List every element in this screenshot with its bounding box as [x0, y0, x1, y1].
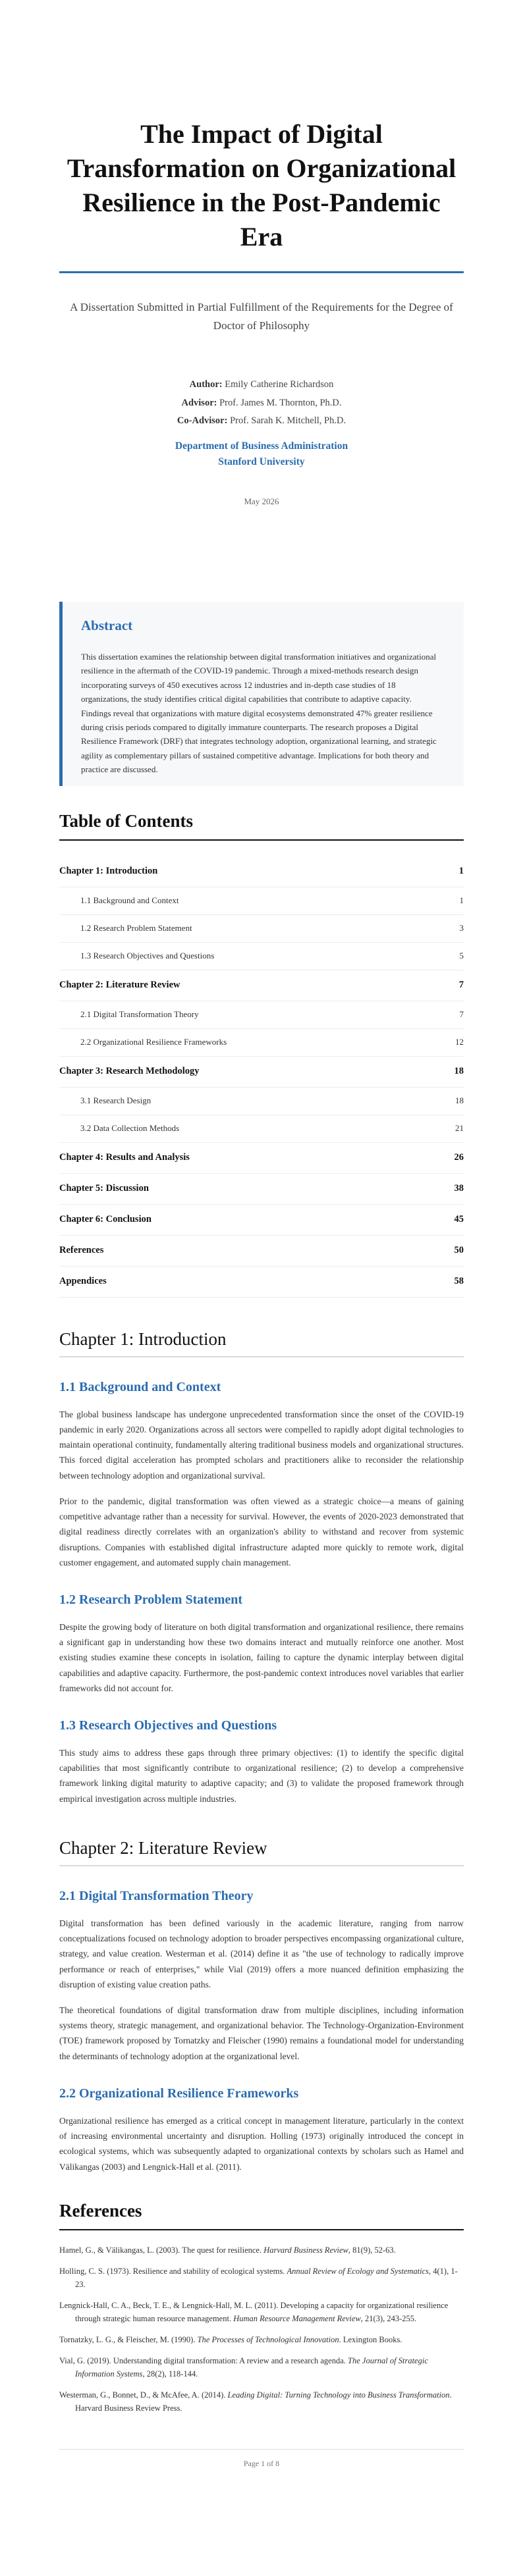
reference-post: . Lexington Books. [339, 2334, 402, 2344]
document-content [59, 0, 464, 2469]
toc-chapter-entry[interactable] [59, 970, 464, 1001]
toc-chapter-entry[interactable] [59, 856, 464, 887]
paragraph: The global business landscape has undergone unprecedented transformation since the onset of the COVID-19 pandemic in early 2020. Organizations across all sectors were compelled to rapidly adopt digital technologies to maintain operational continuity, fundamentally altering traditional business models and organizational structures. This forced digital acceleration has prompted scholars and practitioners alike to reconsider the relationship between technology adoption and organizational survival. [59, 1409, 464, 1481]
toc-heading: Table of Contents [59, 810, 194, 831]
title-divider [59, 271, 464, 273]
reference-entry [59, 2265, 464, 2291]
page-number: Page 1 of 8 [243, 2458, 280, 2468]
author-line [59, 376, 464, 394]
advisor-line [59, 394, 464, 413]
toc-entry-label: Chapter 5: Discussion [59, 1183, 149, 1194]
coadvisor-name: Prof. Sarah K. Mitchell, Ph.D. [230, 415, 346, 427]
toc-entry-label: 1.3 Research Objectives and Questions [80, 951, 215, 961]
section-1-2-heading: 1.2 Research Problem Statement [59, 1592, 243, 1607]
chapter-1-heading: Chapter 1: Introduction [59, 1329, 464, 1357]
toc-entry-page: 26 [454, 1152, 464, 1163]
toc-chapter-entry[interactable] [59, 1236, 464, 1267]
advisor-label: Advisor: [181, 397, 217, 408]
reference-post: . Harvard Business Review Press. [75, 2390, 452, 2413]
toc-chapter-entry[interactable] [59, 1057, 464, 1088]
toc-section-entry[interactable] [59, 1088, 464, 1115]
section-2-1-heading: 2.1 Digital Transformation Theory [59, 1888, 254, 1903]
reference-post: , 21(3), 243-255. [360, 2313, 417, 2323]
paragraph: Organizational resilience has emerged as a critical concept in management literature, particularly in the context of increasing environmental uncertainty and disruption. Holling (1973) originally introduced the concept in ecological systems, which was subsequently adapted to organizational contexts by scholars such as Hamel and Välikangas (2003) and Lengnick-Hall et al. (2011). [59, 2115, 464, 2172]
abstract-heading: Abstract [81, 617, 133, 633]
toc-entry-page: 18 [454, 1066, 464, 1077]
toc-entry-page: 1 [458, 866, 464, 877]
reference-pre: Vial, G. (2019). Understanding digital transformation: A review and a research agenda. [59, 2355, 348, 2365]
toc-entry-page: 58 [454, 1276, 464, 1287]
author-name: Emily Catherine Richardson [225, 379, 334, 390]
toc-section-entry[interactable] [59, 1115, 464, 1143]
toc-chapter-entry[interactable] [59, 1174, 464, 1205]
affiliation-block [59, 438, 464, 470]
toc-entry-page: 1 [459, 895, 464, 906]
dissertation-subtitle: A Dissertation Submitted in Partial Fulfillment of the Requirements for the Degree of Doctor of Philosophy [70, 301, 453, 332]
toc-section-entry[interactable] [59, 943, 464, 970]
reference-post: , 81(9), 52-63. [348, 2245, 396, 2255]
toc-entry-label: 2.1 Digital Transformation Theory [80, 1009, 199, 1020]
reference-entry [59, 2244, 464, 2257]
toc-divider [59, 839, 464, 841]
toc-section-entry[interactable] [59, 887, 464, 915]
reference-pre: Holling, C. S. (1973). Resilience and stability of ecological systems. [59, 2266, 287, 2276]
reference-ital: The Journal of Strategic Information Systems [75, 2355, 428, 2379]
toc-chapter-entry[interactable] [59, 1143, 464, 1174]
toc-entry-page: 7 [458, 980, 464, 991]
advisor-name: Prof. James M. Thornton, Ph.D. [219, 397, 342, 408]
toc-entry-label: References [59, 1245, 104, 1256]
reference-pre: Westerman, G., Bonnet, D., & McAfee, A. (2014). [59, 2390, 228, 2400]
department-name: Department of Business Administration [175, 440, 348, 452]
chapter-2-heading: Chapter 2: Literature Review [59, 1838, 464, 1866]
section-1-1-heading: 1.1 Background and Context [59, 1379, 221, 1394]
reference-post: , 4(1), 1-23. [75, 2266, 458, 2289]
reference-entry [59, 2333, 464, 2346]
toc-section-entry[interactable] [59, 1001, 464, 1029]
toc-section-entry[interactable] [59, 915, 464, 943]
toc-entry-label: Chapter 2: Literature Review [59, 980, 180, 991]
reference-ital: The Processes of Technological Innovation [197, 2334, 339, 2344]
section-2-2-heading: 2.2 Organizational Resilience Frameworks [59, 2086, 299, 2101]
toc-entry-label: 2.2 Organizational Resilience Frameworks [80, 1037, 227, 1047]
toc-section-entry[interactable] [59, 1029, 464, 1057]
toc-entry-label: Chapter 3: Research Methodology [59, 1066, 200, 1077]
reference-ital: Harvard Business Review [263, 2245, 348, 2255]
section-1-3-heading: 1.3 Research Objectives and Questions [59, 1718, 277, 1733]
toc-entry-label: 3.1 Research Design [80, 1095, 151, 1106]
toc-chapter-entry[interactable] [59, 1267, 464, 1298]
reference-pre: Hamel, G., & Välikangas, L. (2003). The quest for resilience. [59, 2245, 264, 2255]
reference-entry [59, 2299, 464, 2325]
toc-chapter-entry[interactable] [59, 1205, 464, 1236]
toc-entry-label: Appendices [59, 1276, 107, 1287]
toc-entry-label: Chapter 1: Introduction [59, 866, 158, 877]
toc-entry-label: 3.2 Data Collection Methods [80, 1123, 180, 1134]
toc-entry-label: Chapter 4: Results and Analysis [59, 1152, 190, 1163]
paragraph: Prior to the pandemic, digital transformation was often viewed as a strategic choice—a means of gaining competitive advantage rather than a necessity for survival. However, the events of 2020-2023 demonstrated that digital readiness directly correlates with an organization's ability to withstand and recover from systemic disruptions. Companies with established digital infrastructure adapted more quickly to remote work, digital customer engagement, and automated supply chain management. [59, 1496, 464, 1567]
toc-entry-page: 7 [459, 1009, 464, 1020]
paragraph: Digital transformation has been defined variously in the academic literature, ranging from narrow conceptualizations focused on technology adoption to broader perspectives encompassing organizational culture, strategy, and value creation. Westerman et al. (2014) define it as "the use of technology to radically improve performance or reach of enterprises," while Vial (2019) offers a more nuanced definition emphasizing the disruption of existing value creation paths. [59, 1918, 464, 1989]
abstract-box [59, 602, 464, 786]
author-label: Author: [189, 379, 223, 390]
toc-entry-page: 5 [459, 951, 464, 961]
toc-entry-label: 1.1 Background and Context [80, 895, 179, 906]
reference-post: , 28(2), 118-144. [142, 2369, 198, 2379]
toc-list [59, 856, 464, 1298]
paragraph: Despite the growing body of literature on both digital transformation and organizational resilience, there remains a significant gap in understanding how these two domains interact and mutually reinforce one another. Most existing studies examine these concepts in isolation, failing to capture the dynamic interplay between digital capabilities and adaptive capacity. Furthermore, the post-pandemic context introduces novel variables that earlier frameworks did not account for. [59, 1621, 464, 1693]
reference-list [59, 2244, 464, 2415]
reference-ital: Human Resource Management Review [233, 2313, 361, 2323]
toc-entry-label: 1.2 Research Problem Statement [80, 923, 192, 933]
reference-ital: Leading Digital: Turning Technology into Business Transformation [227, 2390, 450, 2400]
toc-entry-page: 18 [455, 1095, 464, 1106]
toc-entry-page: 21 [455, 1123, 464, 1134]
toc-entry-page: 50 [454, 1245, 464, 1256]
author-block [59, 376, 464, 431]
paragraph: The theoretical foundations of digital transformation draw from multiple disciplines, including information systems theory, strategic management, and organizational behavior. The Technology-Organization-Environment (TOE) framework proposed by Tornatzky and Fleischer (1990) remains a foundational model for understanding the determinants of technology adoption at the organizational level. [59, 2005, 464, 2061]
reference-pre: Tornatzky, L. G., & Fleischer, M. (1990). [59, 2334, 198, 2344]
references-divider [59, 2229, 464, 2230]
coadvisor-label: Co-Advisor: [177, 415, 228, 427]
coadvisor-line [59, 412, 464, 431]
dissertation-title: The Impact of Digital Transformation on Organizational Resilience in the Post-Pandemic Era [67, 119, 456, 251]
toc-entry-page: 38 [454, 1183, 464, 1194]
reference-entry [59, 2354, 464, 2380]
abstract-text: This dissertation examines the relationship between digital transformation initiatives and organizational resilience in the aftermath of the COVID-19 pandemic. Through a mixed-methods research design incorporating surveys of 450 executives across 12 industries and in-depth case studies of 18 organizations, the study identifies critical digital capabilities that contribute to adaptive capacity. Findings reveal that organizations with mature digital ecosystems demonstrated 47% greater resilience during crisis periods compared to digitally immature counterparts. The research proposes a Digital Resilience Framework (DRF) that integrates technology adoption, organizational learning, and strategic agility as complementary pillars of sustained competitive advantage. Implications for both theory and practice are discussed. [81, 651, 437, 775]
footer-divider [59, 2449, 464, 2450]
reference-pre: Lengnick-Hall, C. A., Beck, T. E., & Lengnick-Hall, M. L. (2011). Developing a capacity for organizational resilience through strategic human resource management. [59, 2300, 449, 2323]
reference-ital: Annual Review of Ecology and Systematics [287, 2266, 429, 2276]
university-name: Stanford University [218, 456, 305, 467]
references-heading: References [59, 2200, 142, 2221]
toc-entry-page: 12 [455, 1037, 464, 1047]
toc-entry-page: 45 [454, 1214, 464, 1225]
toc-entry-label: Chapter 6: Conclusion [59, 1214, 151, 1225]
toc-entry-page: 3 [459, 923, 464, 933]
submission-date: May 2026 [244, 496, 279, 506]
reference-entry [59, 2388, 464, 2415]
paragraph: This study aims to address these gaps through three primary objectives: (1) to identify the specific digital capabilities that most significantly contribute to organizational resilience; (2) to develop a comprehensive framework linking digital maturity to adaptive capacity; and (3) to validate the proposed framework through empirical investigation across multiple industries. [59, 1748, 464, 1804]
